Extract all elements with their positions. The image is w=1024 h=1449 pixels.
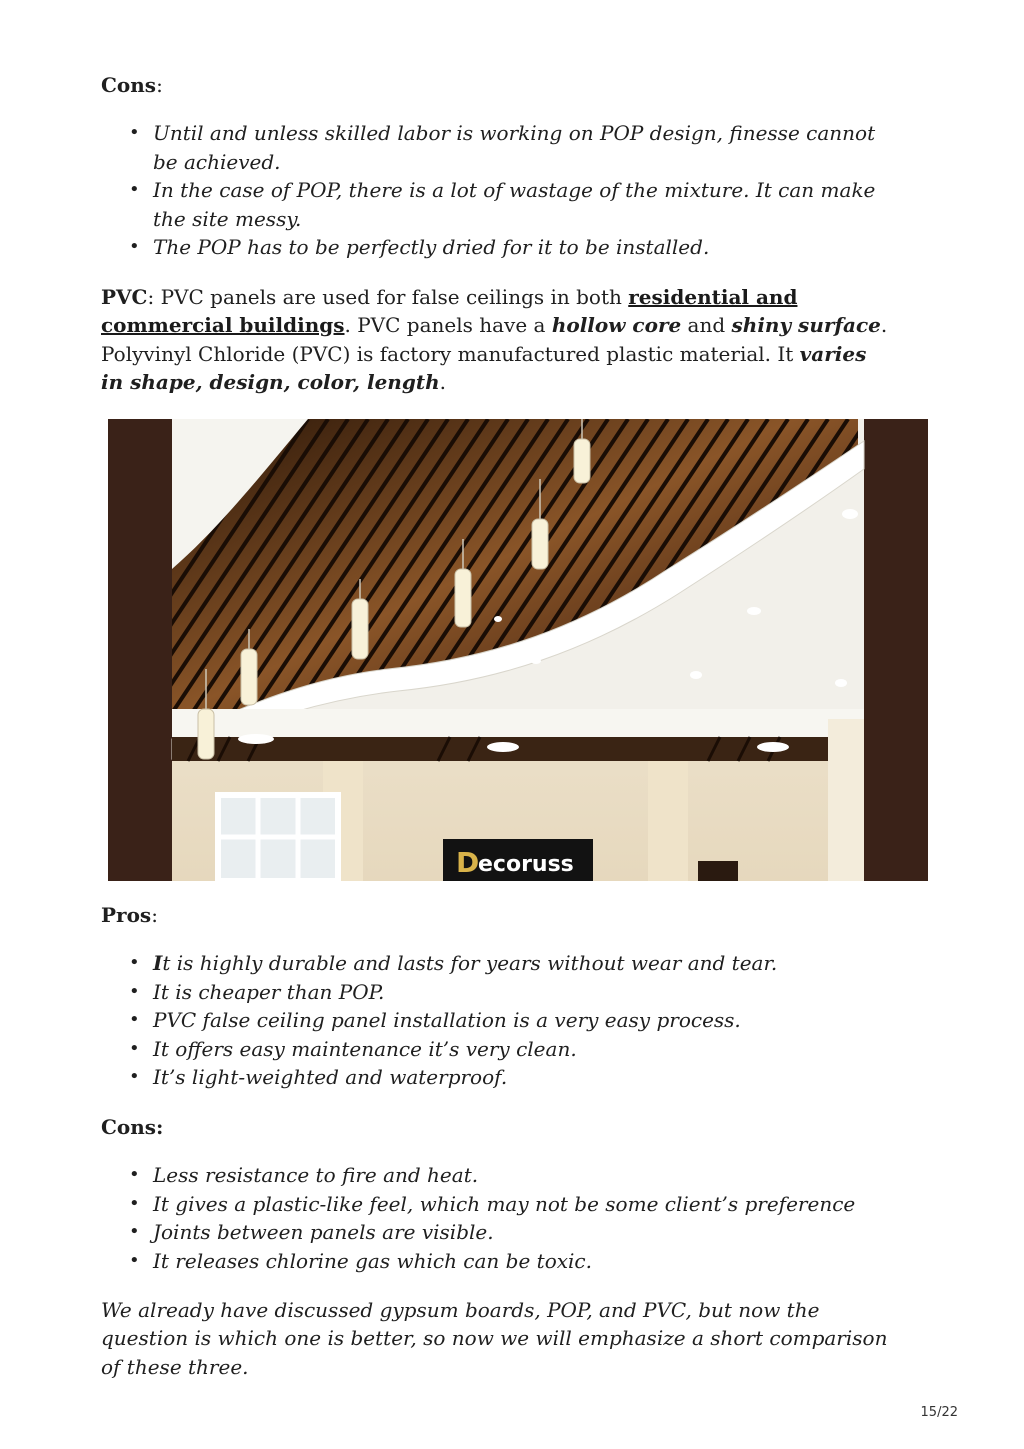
logo-letter: D (456, 846, 480, 879)
list-item: • It’s light-weighted and waterproof. (101, 1063, 891, 1092)
list-item: • The POP has to be perfectly dried for it to be installed. (101, 233, 891, 262)
pvc-ceiling-photo (108, 419, 928, 881)
closing-paragraph: We already have discussed gypsum boards, POP, and PVC, but now the question is which one is better, so now we will emphasize a short comparison of these three. (101, 1298, 888, 1379)
list-item: • It is cheaper than POP. (101, 978, 891, 1007)
list-item: • Joints between panels are visible. (101, 1218, 891, 1247)
list-item: • It releases chlorine gas which can be toxic. (101, 1247, 891, 1276)
cons-heading-1: Cons: (101, 73, 163, 97)
list-item: • In the case of POP, there is a lot of wastage of the mixture. It can make the site messy. (101, 176, 891, 233)
list-item: • PVC false ceiling panel installation is a very easy process. (101, 1006, 891, 1035)
cons-list-1 (101, 119, 891, 262)
list-item: • Less resistance to fire and heat. (101, 1161, 891, 1190)
cons-section-2 (101, 1112, 891, 1275)
cons-list-2 (101, 1161, 891, 1275)
list-item: • It is highly durable and lasts for years without wear and tear. (101, 949, 891, 978)
pvc-paragraph-block (101, 283, 891, 397)
residential-commercial-link[interactable]: residential and commercial buildings (101, 285, 798, 338)
pros-heading: Pros: (101, 903, 158, 927)
list-item: • It gives a plastic-like feel, which may not be some client’s preference (101, 1190, 891, 1219)
pvc-paragraph: PVC: PVC panels are used for false ceilings in both residential and commercial buildings. PVC panels have a hollow core and shiny surface. Polyvinyl Chloride (PVC) is factory manufactured plastic material. It varies in shape, design, color, length. (101, 285, 888, 395)
page-number: 15/22 (920, 1405, 958, 1420)
cons-section-1 (101, 70, 891, 262)
pros-section (101, 900, 891, 1092)
cons-heading-2: Cons: (101, 1115, 164, 1139)
logo-text: ecoruss (478, 852, 574, 877)
pvc-term: PVC (101, 285, 148, 309)
list-item: • Until and unless skilled labor is working on POP design, finesse cannot be achieved. (101, 119, 891, 176)
closing-block (101, 1296, 891, 1381)
list-item: • It offers easy maintenance it’s very clean. (101, 1035, 891, 1064)
pros-list (101, 949, 891, 1092)
